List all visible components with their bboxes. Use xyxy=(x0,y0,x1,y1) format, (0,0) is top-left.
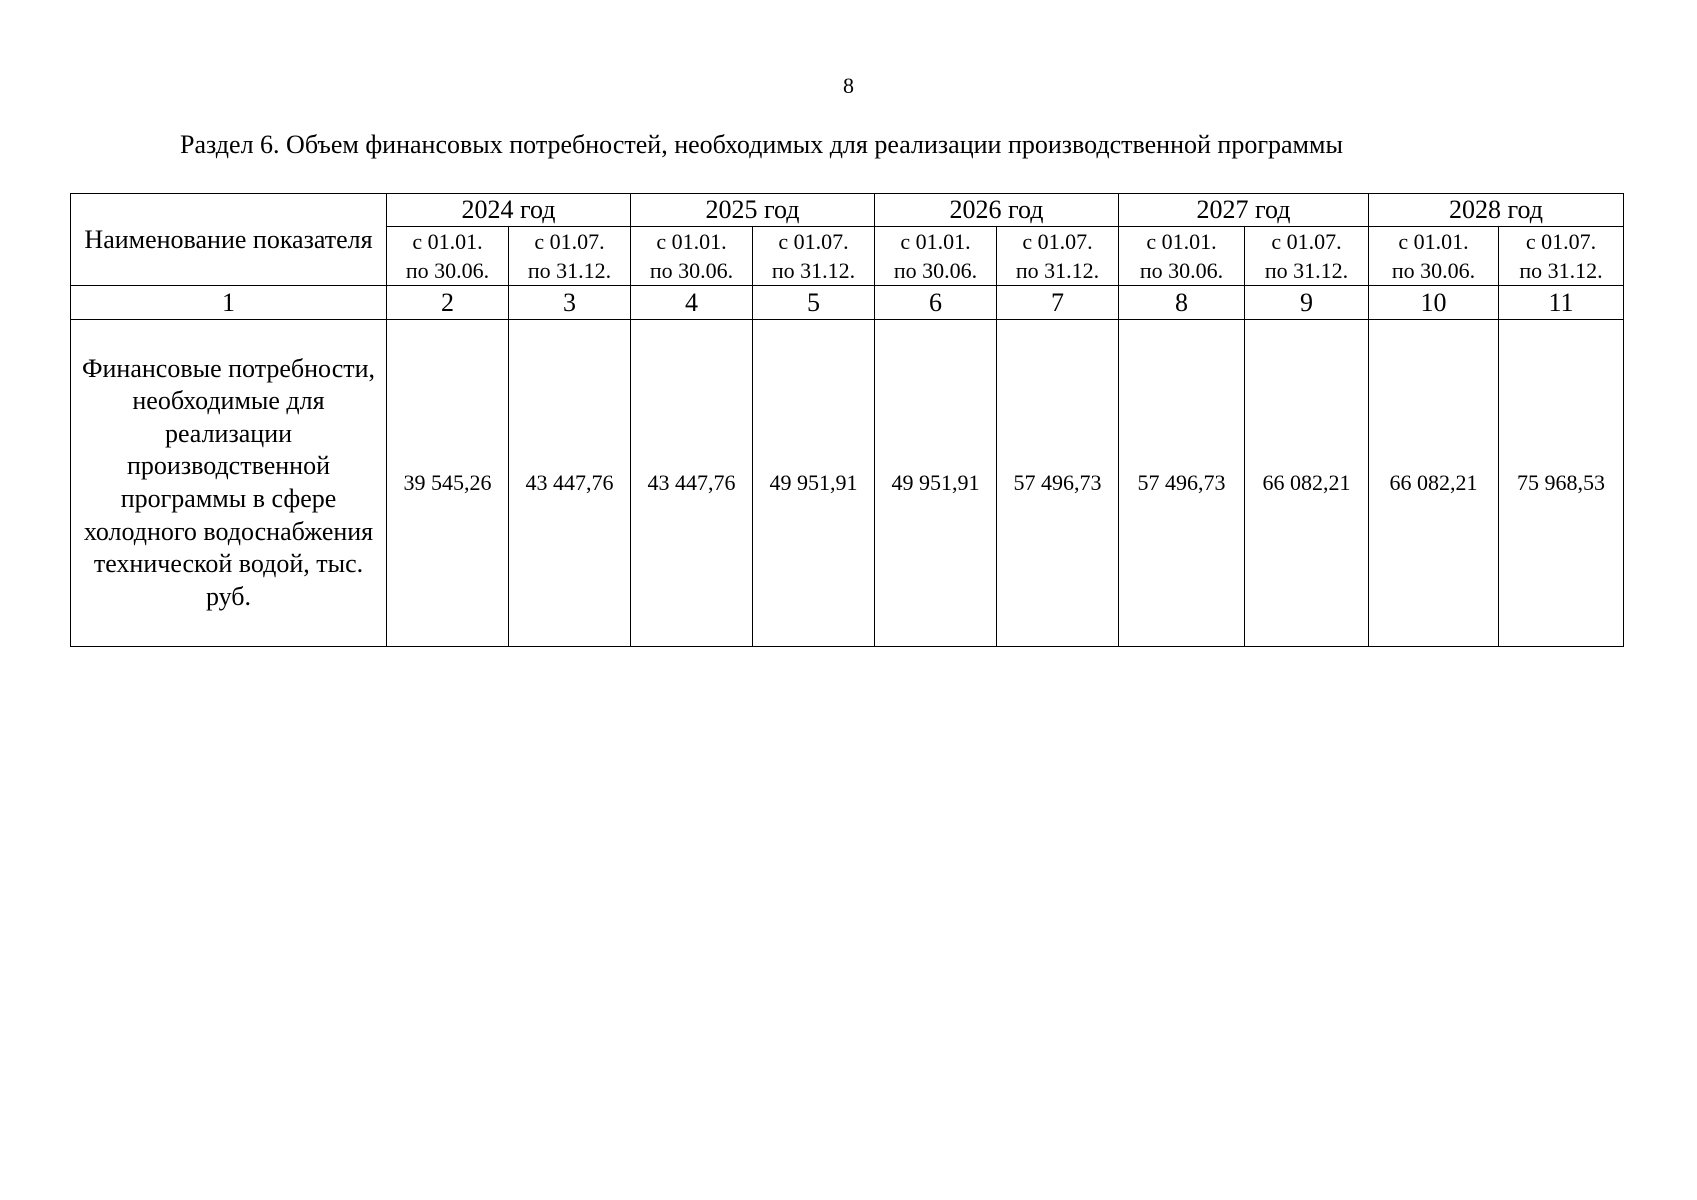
value-cell: 49 951,91 xyxy=(753,320,875,647)
period-header: с 01.07. по 31.12. xyxy=(1499,227,1624,286)
year-header-row xyxy=(71,194,1624,227)
column-number-row xyxy=(71,286,1624,320)
section-title: Раздел 6. Объем финансовых потребностей, необходимых для реализации производственной программы xyxy=(180,130,1343,159)
value-cell: 66 082,21 xyxy=(1245,320,1369,647)
column-number: 4 xyxy=(631,286,753,320)
value-cell: 57 496,73 xyxy=(997,320,1119,647)
year-header: 2024 год xyxy=(387,194,631,227)
period-header: с 01.07. по 31.12. xyxy=(509,227,631,286)
value-cell: 43 447,76 xyxy=(631,320,753,647)
period-header: с 01.07. по 31.12. xyxy=(1245,227,1369,286)
year-header: 2025 год xyxy=(631,194,875,227)
period-header: с 01.07. по 31.12. xyxy=(753,227,875,286)
year-header: 2026 год xyxy=(875,194,1119,227)
page-number: 8 xyxy=(843,73,854,98)
indicator-name-header: Наименование показателя xyxy=(71,194,387,286)
period-header: с 01.01. по 30.06. xyxy=(387,227,509,286)
column-number: 9 xyxy=(1245,286,1369,320)
column-number: 10 xyxy=(1369,286,1499,320)
column-number: 5 xyxy=(753,286,875,320)
period-header: с 01.01. по 30.06. xyxy=(631,227,753,286)
value-cell: 39 545,26 xyxy=(387,320,509,647)
column-number: 1 xyxy=(71,286,387,320)
column-number: 11 xyxy=(1499,286,1624,320)
column-number: 3 xyxy=(509,286,631,320)
column-number: 6 xyxy=(875,286,997,320)
year-header: 2027 год xyxy=(1119,194,1369,227)
period-header: с 01.07. по 31.12. xyxy=(997,227,1119,286)
value-cell: 75 968,53 xyxy=(1499,320,1624,647)
column-number: 7 xyxy=(997,286,1119,320)
column-number: 8 xyxy=(1119,286,1245,320)
table-row xyxy=(71,320,1624,647)
period-header: с 01.01. по 30.06. xyxy=(875,227,997,286)
value-cell: 49 951,91 xyxy=(875,320,997,647)
value-cell: 66 082,21 xyxy=(1369,320,1499,647)
period-header: с 01.01. по 30.06. xyxy=(1369,227,1499,286)
period-header: с 01.01. по 30.06. xyxy=(1119,227,1245,286)
indicator-name: Финансовые потребности, необходимые для реализации производственной программы в сфере холодного водоснабжения технической водой, тыс. руб. xyxy=(71,320,387,647)
value-cell: 43 447,76 xyxy=(509,320,631,647)
year-header: 2028 год xyxy=(1369,194,1624,227)
column-number: 2 xyxy=(387,286,509,320)
value-cell: 57 496,73 xyxy=(1119,320,1245,647)
financial-needs-table xyxy=(70,193,1624,647)
